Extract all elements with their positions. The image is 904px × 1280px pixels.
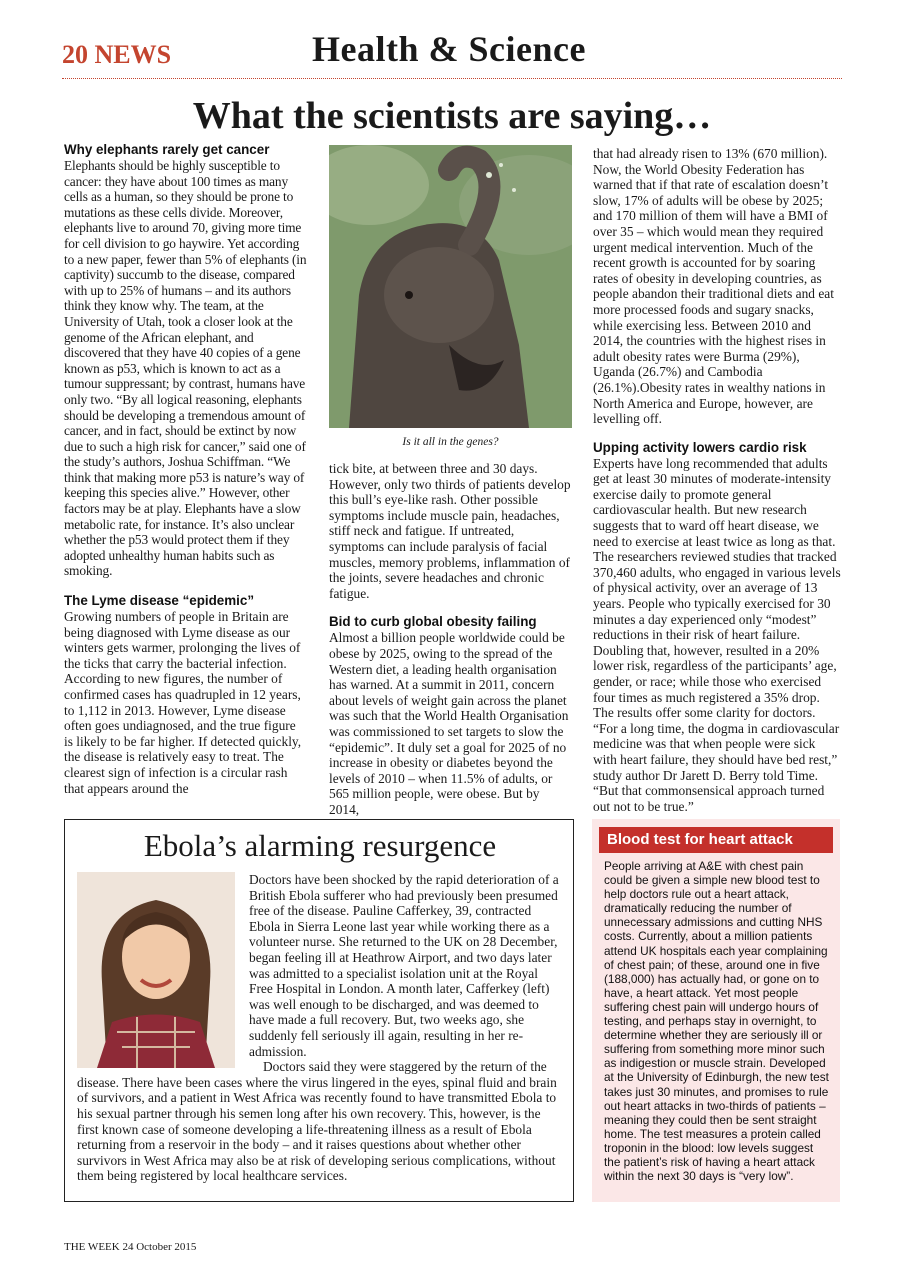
page-header (62, 28, 842, 80)
blood-test-body: People arriving at A&E with chest pain could be given a simple new blood test to help doctors rule out a heart attack, dramatically reducing the number of unnecessary admissions and cutting NHS costs. Currently, about a million patients attend UK hospitals each year complaining of chest pain; of these, around one in five (188,000) has actually had, or gone on to have, a heart attack. Yet most people suffering chest pain will undergo hours of testing, and perhaps stay in overnight, to determine whether they are seriously ill or suffering from something more minor such as indigestion or muscle strain. Developed at the University of Edinburgh, the new test takes just 30 minutes, and promises to rule out heart attacks in two-thirds of patients – meaning they could then be sent straight home. The test measures a protein called troponin in the blood: low levels suggest the patient’s risk of having a heart attack within the next 30 days is “very low”. (604, 859, 829, 1184)
elephant-photo (329, 145, 572, 428)
elephants-heading: Why elephants rarely get cancer (64, 142, 270, 157)
page-number: 20 NEWS (62, 40, 172, 69)
page-headline: What the scientists are saying… (192, 95, 712, 137)
blood-test-title: Blood test for heart attack (599, 827, 833, 853)
column-2 (329, 461, 572, 817)
obesity-body-part2: that had already risen to 13% (670 million). Now, the World Obesity Federation has warned that if that rate of escalation doesn’t slow, 17% of adults will be obese by 2025; and 170 million of them will have a BMI of over 35 – which would mean they required urgent medical intervention. Much of the recent growth is accounted for by soaring rates of obesity in developing countries, as people abandon their traditional diets and eat more processed foods and sugary snacks, while exercising less. Between 2010 and 2014, the countries with the highest rises in adult obesity rates were Burma (29%), Uganda (26.7%) and Cambodia (26.1%).Obesity rates in wealthy nations in North America and Europe, however, are levelling off. (593, 146, 834, 427)
section-title: Health & Science (312, 29, 586, 69)
image-caption: Is it all in the genes? (402, 436, 499, 448)
obesity-heading: Bid to curb global obesity failing (329, 614, 537, 630)
column-3 (593, 146, 841, 814)
portrait-illustration (77, 872, 235, 1068)
ebola-text (77, 872, 564, 1184)
ebola-photo (77, 872, 235, 1068)
elephant-illustration (329, 145, 572, 428)
elephants-body: Elephants should be highly susceptible to cancer: they have about 100 times as many cells as a human, so they should be prone to mutations as these cells divide. Moreover, elephants live to around 70, giving more time for cell division to go haywire. Yet according to a new paper, fewer than 5% of elephants (in captivity) succumb to the disease, compared with up to 25% of humans – and its authors think they know why. The team, at the University of Utah, took a closer look at the genome of the African elephant, and discovered that they have 40 copies of a gene known as p53, which is known to act as a tumour suppressant; by contrast, humans have only two. “By all logical reasoning, elephants should be developing a tremendous amount of cancer, and in fact, should be extinct by now due to such a high risk for cancer,” said one of the study’s authors, Joshua Schiffman. “We think that making more p53 is nature’s way of keeping this species alive.” However, other factors may be at play. Elephants have a slow metabolic rate, for instance. It’s also unclear whether the p53 would protect them if they adopted unhealthy human habits such as smoking. (64, 158, 307, 579)
ebola-feature-box (64, 819, 574, 1202)
ebola-title: Ebola’s alarming resurgence (143, 828, 497, 863)
lyme-body-part2: tick bite, at between three and 30 days. However, only two thirds of patients develop this bull’s eye-like rash. Other possible symptoms include muscle pain, headaches, stiff neck and fatigue. If untreated, symptoms can include paralysis of facial muscles, memory problems, inflammation of the joints, severe headaches and chronic fatigue. (329, 461, 571, 601)
column-1 (64, 142, 307, 796)
lyme-body-part1: Growing numbers of people in Britain are being diagnosed with Lyme disease as our winters gets warmer, prolonging the lives of the ticks that carry the bacterial infection. According to new figures, the number of confirmed cases has quadrupled in 12 years, to 1,112 in 2013. However, Lyme disease often goes undiagnosed, and the true figure is likely to be far higher. If detected quickly, the disease is relatively easy to treat. The clearest sign of infection is a circular rash that appears around the (64, 609, 302, 796)
cardio-heading: Upping activity lowers cardio risk (593, 439, 807, 455)
obesity-body-part1: Almost a billion people worldwide could be obese by 2025, owing to the spread of the Western diet, a leading health organisation has warned. At a summit in 2011, concern about levels of weight gain across the planet was such that the World Health Organisation was commissioned to set targets to slow the “epidemic”. It duly set a goal for 2025 of no increase in obesity or diabetes beyond the levels of 2010 – when 11.5% of adults, or 565 million people, were obese. But by 2014, (329, 630, 569, 817)
header-rule (62, 78, 842, 79)
page-footer: THE WEEK 24 October 2015 (64, 1241, 197, 1253)
blood-test-box (592, 819, 840, 1202)
ebola-para2: Doctors said they were staggered by the return of the disease. There have been cases where the virus lingered in the eyes, spinal fluid and brain of survivors, and a patient in West Africa was recently found to have transmitted Ebola to his sexual partner through his semen long after his own recovery. This, however, is the first known case of someone developing a life-threatening illness as a result of Ebola returning from a reservoir in the body – and it raises questions about whether other survivors in West Africa may also be at risk of developing serious complications, without them being registered by local healthcare services. (77, 1059, 557, 1184)
cardio-body: Experts have long recommended that adults get at least 30 minutes of moderate-intensity exercise daily to promote general cardiovascular health. But new research suggests that to ward off heart disease, we need to exercise at least twice as long as that. The researchers reviewed studies that tracked 370,460 adults, who engaged in various levels of physical activity, over an average of 13 years. People who typically exercised for 30 minutes a day experienced only “modest” reductions in their risk of heart failure. Doubling that, however, resulted in a 20% lower risk, regardless of the participants’ age, gender, or race; while those who exercised four times as much registered a 35% drop. The results offer some clarity for doctors. “For a long time, the dogma in cardiovascular medicine was that when people were sick with heart failure, they should have bed rest,” study author Dr Jarett D. Berry told Time. “But that commonsensical approach turned out not to be true.” (593, 455, 841, 814)
ebola-para1: Doctors have been shocked by the rapid deterioration of a British Ebola sufferer who had previously been presumed free of the disease. Pauline Cafferkey, 39, contracted Ebola in Sierra Leone last year while working there as a volunteer nurse. She returned to the UK on 28 December, began feeling ill at Heathrow Airport, and two days later was admitted to a specialist isolation unit at the Royal Free Hospital in London. A month later, Cafferkey (left) was well enough to be discharged, and was deemed to have made a full recovery. But, two weeks ago, she suddenly fell seriously ill again, resulting in her re-admission. (249, 872, 559, 1059)
lyme-heading: The Lyme disease “epidemic” (64, 593, 255, 609)
